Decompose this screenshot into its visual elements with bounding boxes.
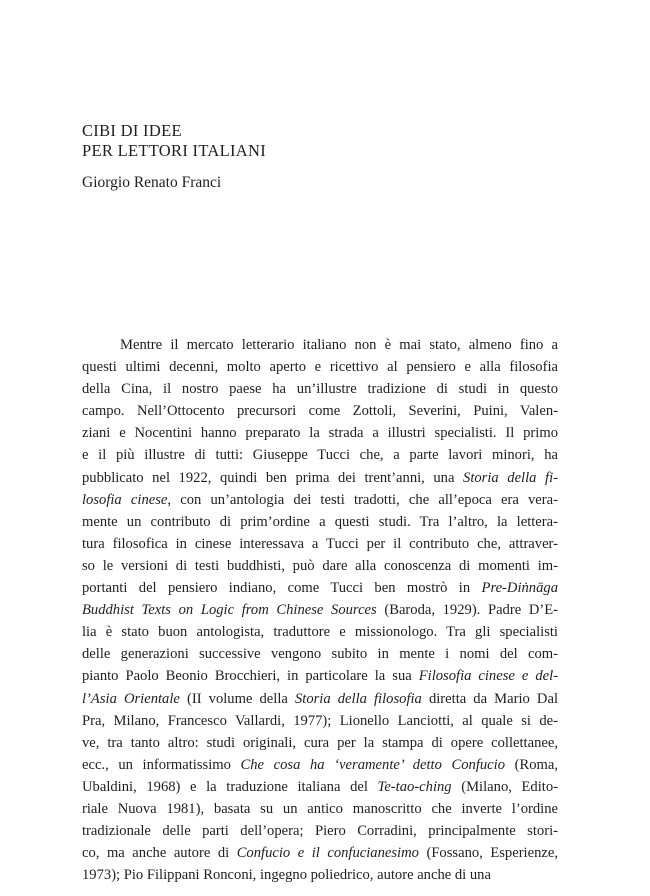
- text-run: (Milano, Edito-: [451, 778, 558, 795]
- text-run: tradizionale delle parti dell’opera; Piero Corradini, principalmente stori-: [82, 823, 558, 840]
- body-line: [82, 511, 558, 533]
- text-run: (Roma,: [505, 756, 558, 773]
- text-run: questi ultimi decenni, molto aperto e ricettivo al pensiero e alla filosofia: [82, 359, 558, 376]
- text-run: delle generazioni successive vengono subito in mente i nomi del com-: [82, 646, 558, 663]
- body-line: [82, 555, 558, 577]
- text-run: ziani e Nocentini hanno preparato la strada a illustri specialisti. Il primo: [82, 425, 558, 442]
- body-line: [82, 665, 558, 687]
- text-run: lia è stato buon antologista, traduttore e missionologo. Tra gli specialisti: [82, 624, 558, 641]
- text-run: Mentre il mercato letterario italiano non è mai stato, almeno fino a: [120, 337, 558, 353]
- italic-title: Storia della fi-: [463, 469, 558, 486]
- text-run: Ubaldini, 1968) e la traduzione italiana del: [82, 778, 378, 795]
- body-line: [82, 599, 558, 621]
- body-line: [82, 378, 558, 400]
- body-line: [82, 798, 558, 820]
- text-run: (II volume della: [179, 690, 295, 707]
- text-run: (Baroda, 1929). Padre D’E-: [376, 602, 559, 619]
- text-run: , con un’antologia dei testi tradotti, che all’epoca era vera-: [167, 491, 558, 508]
- text-run: co, ma anche autore di: [82, 845, 237, 862]
- text-run: (Fossano, Esperienze,: [418, 845, 558, 862]
- text-run: so le versioni di testi buddhisti, può dare alla conoscenza di momenti im-: [82, 557, 558, 574]
- body-line: [82, 864, 558, 886]
- text-run: riale Nuova 1981), basata su un antico manoscritto che inverte l’ordine: [82, 800, 558, 817]
- body-line: [82, 533, 558, 555]
- body-line: [82, 820, 558, 842]
- italic-title: Te-tao-ching: [377, 778, 452, 795]
- italic-title: Che cosa ha ‘veramente’ detto Confucio: [240, 756, 506, 773]
- body-line: [82, 577, 558, 599]
- body-line: [82, 842, 558, 864]
- text-run: ve, tra tanto altro: studi originali, cura per la stampa di opere collettanee,: [82, 734, 558, 751]
- italic-title: l’Asia Orientale: [82, 690, 180, 707]
- italic-title: Buddhist Texts on Logic from Chinese Sources: [82, 602, 377, 619]
- title-line-1: CIBI DI IDEE: [82, 121, 182, 140]
- body-line: [82, 489, 558, 511]
- text-run: Pra, Milano, Francesco Vallardi, 1977); Lionello Lanciotti, al quale si de-: [82, 712, 558, 729]
- italic-title: Storia della filosofia: [294, 690, 422, 707]
- text-run: tura filosofica in cinese interessava a Tucci per il contributo che, attraver-: [82, 535, 558, 552]
- text-run: mente un contributo di prim’ordine a questi studi. Tra l’altro, la lettera-: [82, 513, 558, 530]
- author-name: Giorgio Renato Franci: [82, 174, 222, 191]
- body-line: [82, 710, 558, 732]
- text-run: e il più illustre di tutti: Giuseppe Tucci che, a parte lavori minori, ha: [82, 447, 558, 464]
- body-text: [82, 334, 558, 886]
- body-line: [82, 754, 558, 776]
- body-line: [82, 732, 558, 754]
- body-line: [82, 400, 558, 422]
- text-run: pianto Paolo Beonio Brocchieri, in particolare la sua: [82, 668, 419, 685]
- italic-title: Pre-Diṅnāga: [481, 580, 558, 597]
- body-line: [82, 643, 558, 665]
- title-line-2: PER LETTORI ITALIANI: [82, 141, 267, 160]
- body-line: [82, 444, 558, 466]
- body-line: [82, 467, 558, 489]
- body-line: [82, 356, 558, 378]
- text-run: 1973); Pio Filippani Ronconi, ingegno poliedrico, autore anche di una: [82, 867, 491, 884]
- article-title: [82, 121, 266, 161]
- body-line: [82, 621, 558, 643]
- body-line: [82, 334, 558, 356]
- text-run: portanti del pensiero indiano, come Tucci ben mostrò in: [82, 580, 482, 597]
- text-run: pubblicato nel 1922, quindi ben prima dei trent’anni, una: [82, 469, 464, 486]
- text-run: campo. Nell’Ottocento precursori come Zottoli, Severini, Puini, Valen-: [82, 403, 558, 420]
- body-line: [82, 776, 558, 798]
- text-run: della Cina, il nostro paese ha un’illustre tradizione di studi in questo: [82, 381, 558, 398]
- body-line: [82, 422, 558, 444]
- italic-title: Filosofia cinese e del-: [418, 668, 559, 685]
- italic-title: losofia cinese: [82, 491, 168, 508]
- text-run: diretta da Mario Dal: [421, 690, 559, 707]
- italic-title: Confucio e il confucianesimo: [236, 845, 419, 862]
- text-run: ecc., un informatissimo: [82, 756, 241, 773]
- body-line: [82, 688, 558, 710]
